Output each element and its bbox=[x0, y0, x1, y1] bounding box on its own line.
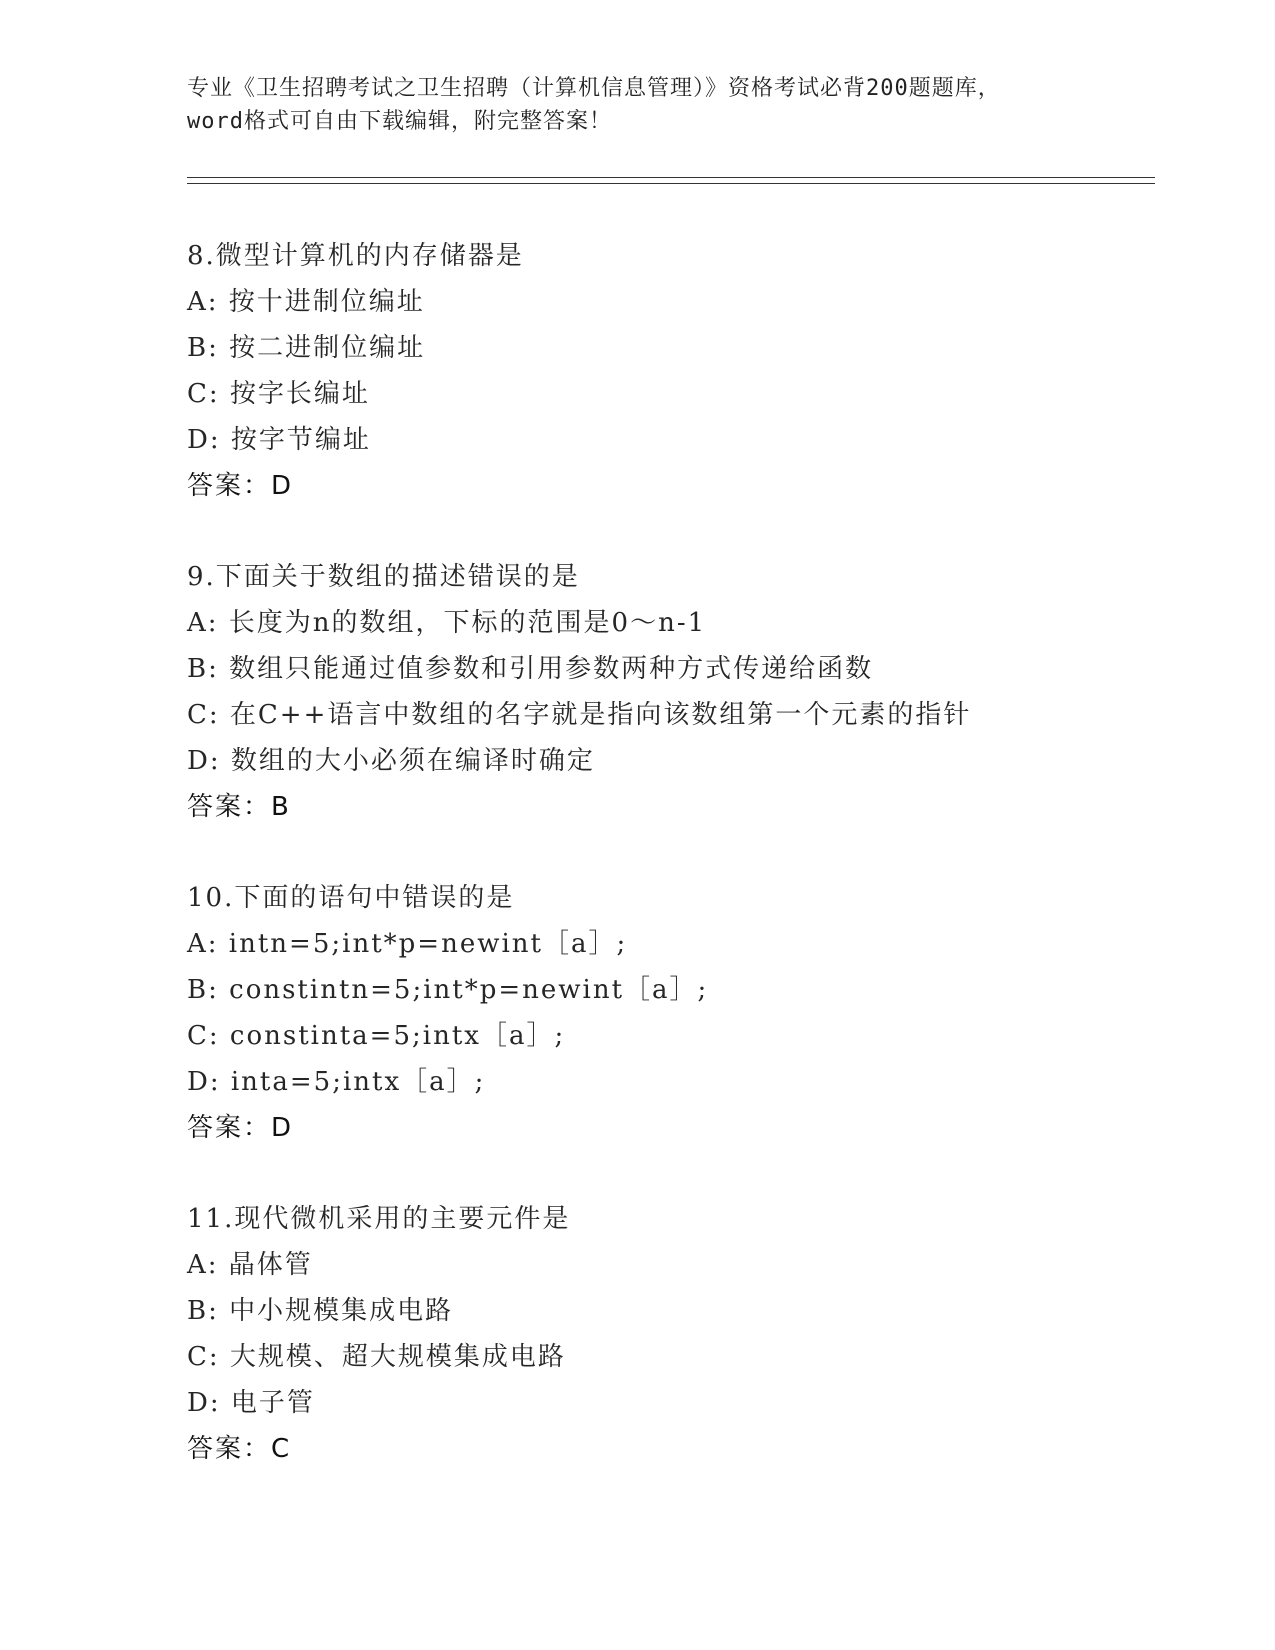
option-a: A: 晶体管 bbox=[187, 1250, 313, 1280]
option-b: B: 数组只能通过值参数和引用参数两种方式传递给函数 bbox=[187, 654, 874, 684]
option-b: B: constintn=5;int*p=newint［a］; bbox=[187, 975, 709, 1005]
question-9 bbox=[187, 554, 1155, 830]
answer-line: 答案：C bbox=[187, 1434, 292, 1464]
option-d: D: 按字节编址 bbox=[187, 425, 371, 455]
option-d: D: inta=5;intx［a］; bbox=[187, 1067, 486, 1097]
option-c: C: 大规模、超大规模集成电路 bbox=[187, 1342, 566, 1372]
answer-line: 答案：B bbox=[187, 792, 291, 822]
answer-line: 答案：D bbox=[187, 471, 294, 501]
option-a: A: 长度为n的数组，下标的范围是0～n-1 bbox=[187, 608, 707, 638]
option-d: D: 电子管 bbox=[187, 1388, 315, 1418]
header-divider-top bbox=[187, 177, 1155, 178]
question-stem: 8.微型计算机的内存储器是 bbox=[187, 241, 524, 271]
document-header bbox=[187, 72, 1107, 138]
option-c: C: 按字长编址 bbox=[187, 379, 370, 409]
question-10 bbox=[187, 875, 1155, 1151]
option-a: A: intn=5;int*p=newint［a］; bbox=[187, 929, 628, 959]
answer-line: 答案：D bbox=[187, 1113, 294, 1143]
question-11 bbox=[187, 1196, 1155, 1472]
option-b: B: 中小规模集成电路 bbox=[187, 1296, 454, 1326]
header-line-1: 专业《卫生招聘考试之卫生招聘（计算机信息管理）》资格考试必背200题题库， bbox=[187, 76, 1001, 101]
question-list bbox=[187, 233, 1155, 1517]
question-8 bbox=[187, 233, 1155, 509]
option-d: D: 数组的大小必须在编译时确定 bbox=[187, 746, 595, 776]
option-c: C: constinta=5;intx［a］; bbox=[187, 1021, 566, 1051]
question-stem: 9.下面关于数组的描述错误的是 bbox=[187, 562, 580, 592]
option-b: B: 按二进制位编址 bbox=[187, 333, 426, 363]
header-divider-bottom bbox=[187, 183, 1155, 184]
option-a: A: 按十进制位编址 bbox=[187, 287, 425, 317]
question-stem: 11.现代微机采用的主要元件是 bbox=[187, 1204, 571, 1234]
header-line-2: word格式可自由下载编辑，附完整答案！ bbox=[187, 109, 612, 134]
question-stem: 10.下面的语句中错误的是 bbox=[187, 883, 515, 913]
option-c: C: 在C++语言中数组的名字就是指向该数组第一个元素的指针 bbox=[187, 700, 972, 730]
